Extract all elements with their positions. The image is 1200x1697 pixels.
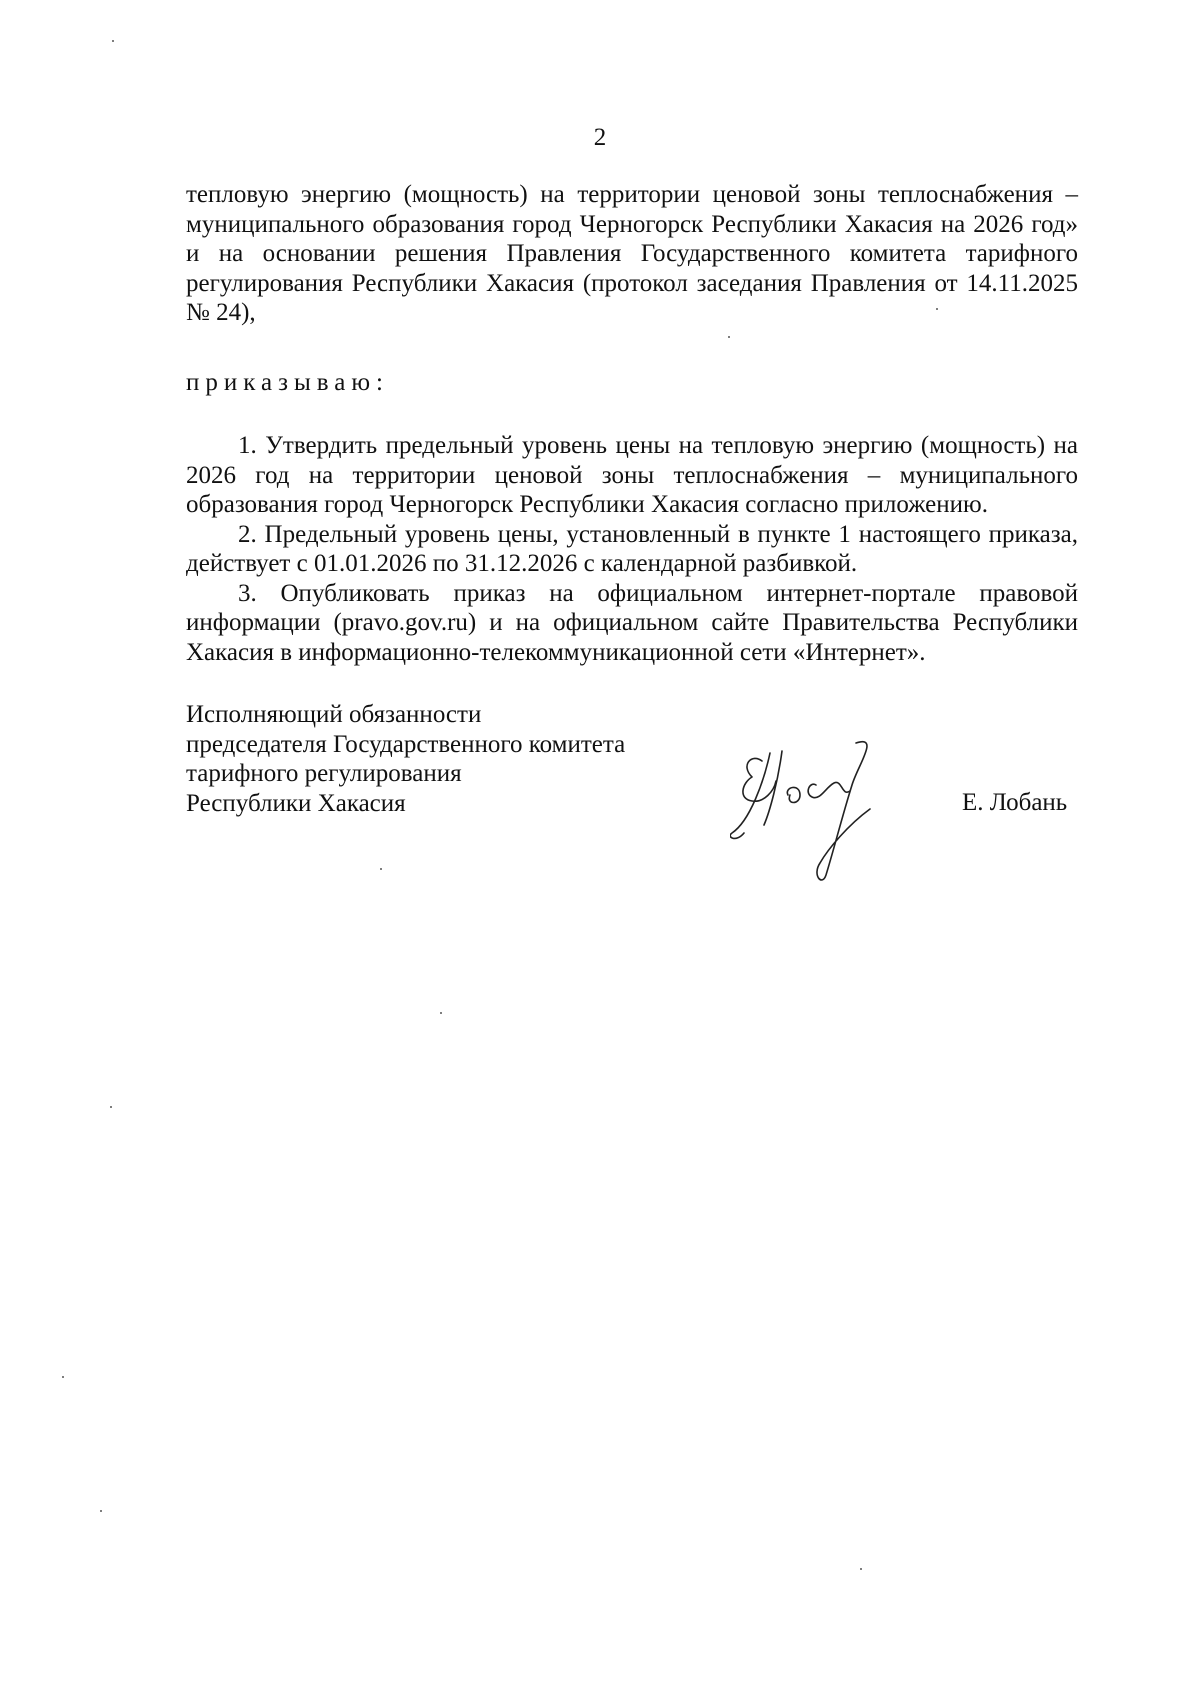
- signatory-title-line-1: Исполняющий обязанности: [186, 701, 482, 728]
- handwritten-signature: [730, 725, 920, 885]
- scan-speck: [440, 1012, 442, 1014]
- document-body: [186, 180, 1078, 667]
- scan-speck: [728, 336, 730, 338]
- continuation-last-line: № 24),: [186, 299, 256, 326]
- continuation-line-1: тепловую энергию (мощность) на территории ценовой зоны теплоснабжения –: [186, 181, 1078, 208]
- order-item-1: 1. Утвердить предельный уровень цены на тепловую энергию (мощность) на 2026 год на территории ценовой зоны теплоснабжения – муниципального образования город Черногорск Республики Хакасия согласно приложению.: [186, 432, 1078, 518]
- signatory-title-line-4: Республики Хакасия: [186, 789, 406, 817]
- page-number: 2: [593, 124, 607, 151]
- scan-speck: [62, 1376, 64, 1378]
- continuation-line-3: и на основании решения Правления Государственного комитета тарифного: [186, 240, 1078, 267]
- signatory-name: Е. Лобань: [962, 789, 1068, 816]
- continuation-paragraph: [186, 180, 1078, 298]
- continuation-line-2: муниципального образования город Черногорск Республики Хакасия на 2026 год»: [186, 210, 1078, 238]
- scan-speck: [100, 1510, 102, 1512]
- signatory-title-line-2: председателя Государственного комитета: [186, 730, 626, 758]
- scan-speck: [936, 308, 938, 310]
- signatory-title-line-3: тарифного регулирования: [186, 760, 462, 787]
- order-word: приказываю:: [186, 368, 389, 396]
- order-item-3: 3. Опубликовать приказ на официальном интернет-портале правовой информации (pravo.gov.ru) и на официальном сайте Правительства Республики Хакасия в информационно-телекоммуникационной сети «Интернет».: [186, 579, 1078, 666]
- scan-speck: [112, 40, 114, 42]
- continuation-line-4: регулирования Республики Хакасия (протокол заседания Правления от 14.11.2025: [186, 269, 1078, 297]
- scan-speck: [860, 1568, 862, 1570]
- signatory-title: [186, 700, 646, 818]
- scan-speck: [110, 1106, 112, 1108]
- scan-speck: [380, 868, 382, 870]
- order-item-2: 2. Предельный уровень цены, установленный в пункте 1 настоящего приказа, действует с 01.01.2026 по 31.12.2026 с календарной разбивкой.: [186, 520, 1078, 577]
